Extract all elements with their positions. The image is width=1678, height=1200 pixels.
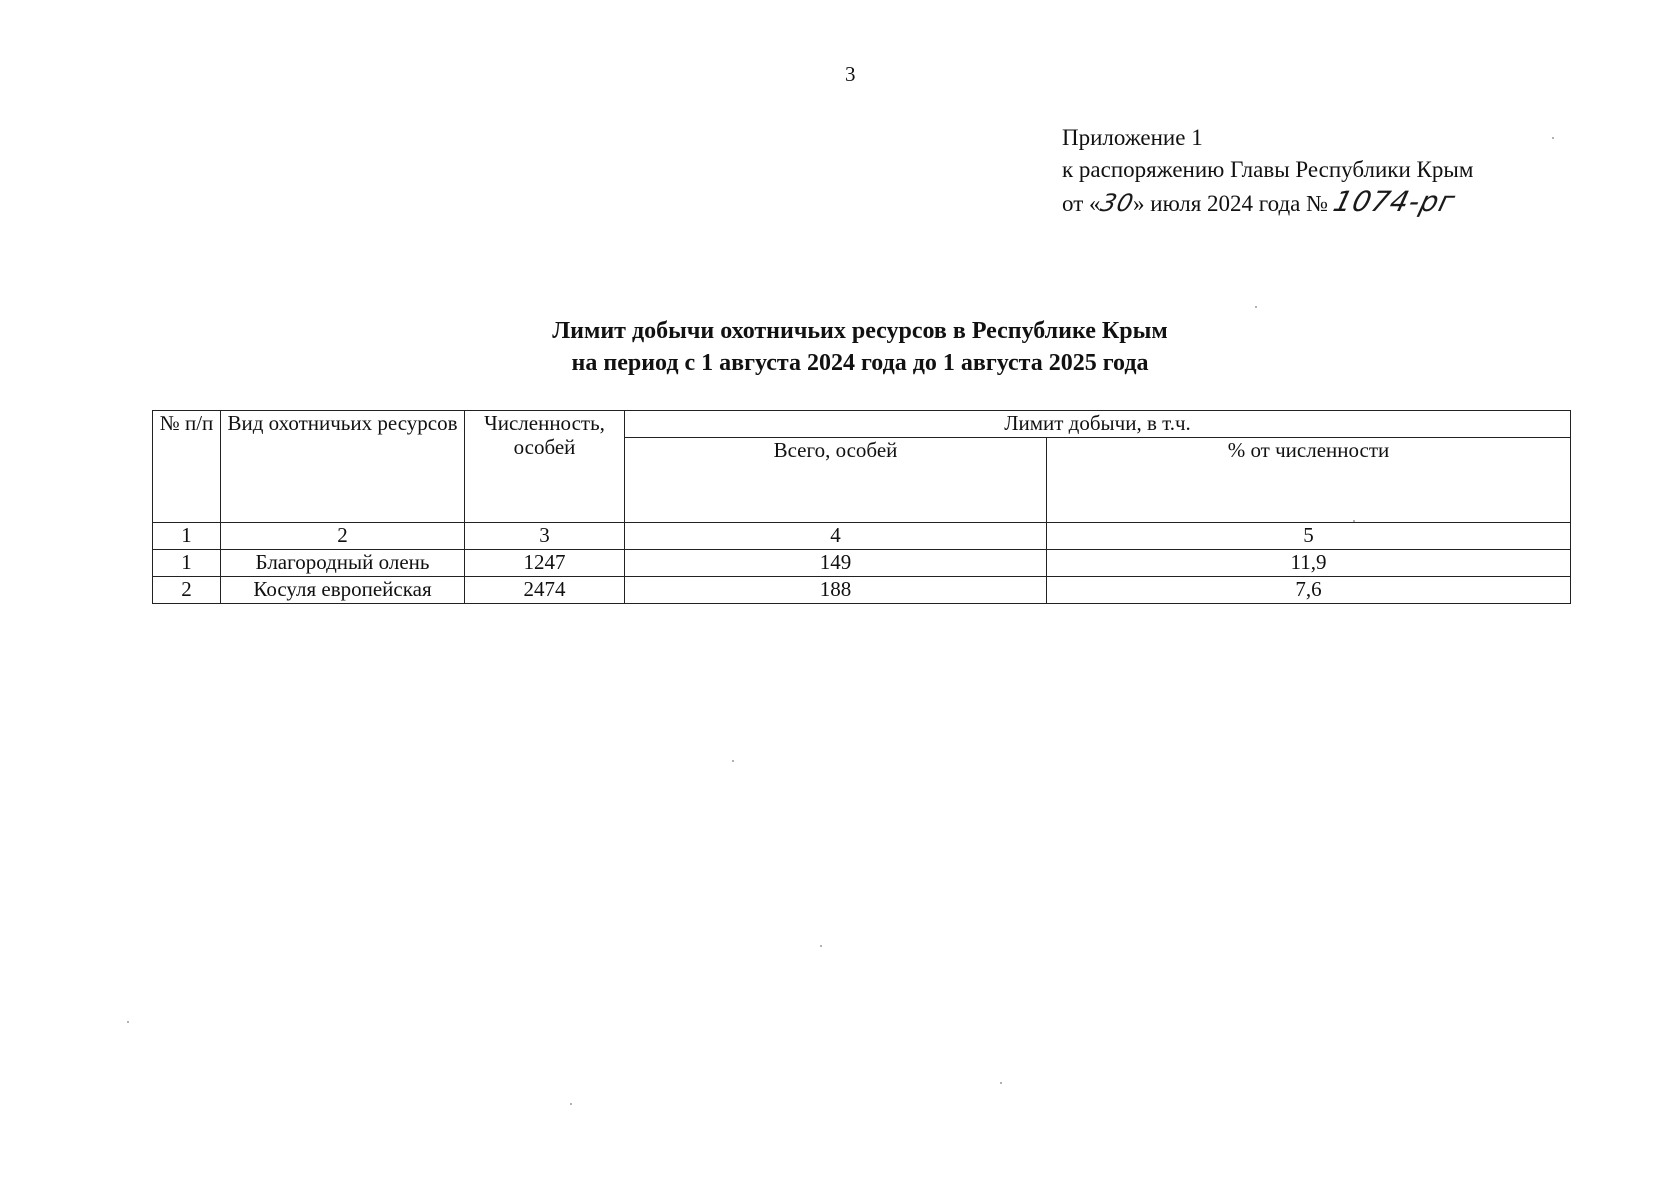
appendix-date-line — [1062, 186, 1473, 220]
row-population: 2474 — [465, 577, 625, 604]
table-row — [153, 577, 1571, 604]
column-number: 3 — [465, 523, 625, 550]
scan-speck — [732, 760, 734, 762]
row-population: 1247 — [465, 550, 625, 577]
date-prefix: от « — [1062, 191, 1101, 216]
row-num: 2 — [153, 577, 221, 604]
header-population: Численность, особей — [465, 411, 625, 523]
scan-speck — [127, 1021, 129, 1023]
handwritten-order-number: 1074-рг — [1329, 185, 1459, 218]
appendix-reference: к распоряжению Главы Республики Крым — [1062, 157, 1474, 182]
row-limit-total: 188 — [625, 577, 1047, 604]
appendix-title: Приложение 1 — [1062, 125, 1203, 150]
scan-speck — [820, 945, 822, 947]
column-number-row — [153, 523, 1571, 550]
scan-speck — [1353, 520, 1355, 522]
date-middle: » июля 2024 года № — [1133, 191, 1334, 216]
header-type: Вид охотничьих ресурсов — [221, 411, 465, 523]
handwritten-day: 30 — [1097, 189, 1137, 217]
row-num: 1 — [153, 550, 221, 577]
page-number: 3 — [845, 62, 856, 86]
title-line-1: Лимит добычи охотничьих ресурсов в Республике Крым — [552, 318, 1168, 344]
table-row — [153, 550, 1571, 577]
scan-speck — [1255, 306, 1257, 308]
scan-speck — [1000, 1082, 1002, 1084]
document-title — [0, 315, 1678, 379]
row-species: Благородный олень — [221, 550, 465, 577]
column-number: 2 — [221, 523, 465, 550]
row-limit-total: 149 — [625, 550, 1047, 577]
appendix-block — [1062, 122, 1473, 220]
row-limit-percent: 11,9 — [1047, 550, 1571, 577]
header-total: Всего, особей — [625, 438, 1047, 523]
scan-speck — [570, 1103, 572, 1105]
limits-table — [152, 410, 1571, 604]
column-number: 4 — [625, 523, 1047, 550]
column-number: 5 — [1047, 523, 1571, 550]
header-row-1 — [153, 411, 1571, 438]
row-limit-percent: 7,6 — [1047, 577, 1571, 604]
row-species: Косуля европейская — [221, 577, 465, 604]
title-line-2: на период с 1 августа 2024 года до 1 августа 2025 года — [571, 350, 1149, 376]
header-percent: % от численности — [1047, 438, 1571, 523]
header-limit: Лимит добычи, в т.ч. — [625, 411, 1571, 438]
header-num: № п/п — [153, 411, 221, 523]
scan-speck — [1552, 137, 1554, 139]
column-number: 1 — [153, 523, 221, 550]
